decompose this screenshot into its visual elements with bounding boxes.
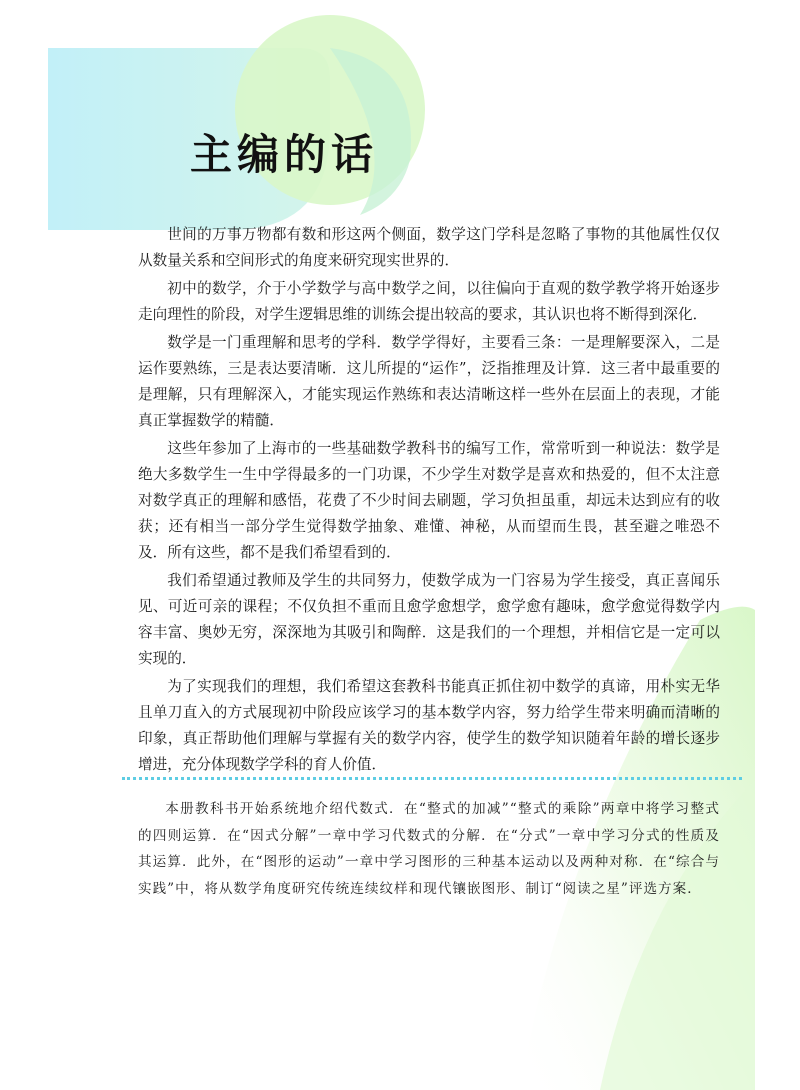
- book-summary: [138, 796, 720, 902]
- foreword-body: [138, 222, 720, 780]
- paragraph: 我们希望通过教师及学生的共同努力，使数学成为一门容易为学生接受，真正喜闻乐见、可近可亲的课程；不仅负担不重而且愈学愈想学，愈学愈有趣味，愈学愈觉得数学内容丰富、奥妙无穷，深深地为其吸引和陶醉．这是我们的一个理想，并相信它是一定可以实现的．: [138, 572, 720, 667]
- summary-paragraph: 本册教科书开始系统地介绍代数式．在“整式的加减”“整式的乘除”两章中将学习整式的四则运算．在“因式分解”一章中学习代数式的分解．在“分式”一章中学习分式的性质及其运算．此外，在“图形的运动”一章中学习图形的三种基本运动以及两种对称．在“综合与实践”中，将从数学角度研究传统连续纹样和现代镶嵌图形、制订“阅读之星”评选方案．: [138, 801, 720, 897]
- paragraph: 为了实现我们的理想，我们希望这套教科书能真正抓住初中数学的真谛，用朴实无华且单刀直入的方式展现初中阶段应该学习的基本数学内容，努力给学生带来明确而清晰的印象，真正帮助他们理解与掌握有关的数学内容，使学生的数学知识随着年龄的增长逐步增进，充分体现数学学科的育人价值．: [138, 678, 720, 773]
- paragraph: 这些年参加了上海市的一些基础数学教科书的编写工作，常常听到一种说法：数学是绝大多数学生一生中学得最多的一门功课，不少学生对数学是喜欢和热爱的，但不太注意对数学真正的理解和感悟，花费了不少时间去刷题，学习负担虽重，却远未达到应有的收获；还有相当一部分学生觉得数学抽象、难懂、神秘，从而望而生畏，甚至避之唯恐不及．所有这些，都不是我们希望看到的．: [138, 440, 720, 561]
- paragraph: 世间的万事万物都有数和形这两个侧面，数学这门学科是忽略了事物的其他属性仅仅从数量关系和空间形式的角度来研究现实世界的．: [138, 226, 720, 269]
- page-title: 主编的话: [190, 130, 379, 179]
- paragraph: 数学是一门重理解和思考的学科．数学学得好，主要看三条：一是理解要深入，二是运作要熟练，三是表达要清晰．这儿所提的“运作”，泛指推理及计算．这三者中最重要的是理解，只有理解深入，才能实现运作熟练和表达清晰这样一些外在层面上的表现，才能真正掌握数学的精髓．: [138, 334, 720, 429]
- dotted-divider: [122, 777, 742, 780]
- paragraph: 初中的数学，介于小学数学与高中数学之间，以往偏向于直观的数学教学将开始逐步走向理性的阶段，对学生逻辑思维的训练会提出较高的要求，其认识也将不断得到深化．: [138, 280, 720, 323]
